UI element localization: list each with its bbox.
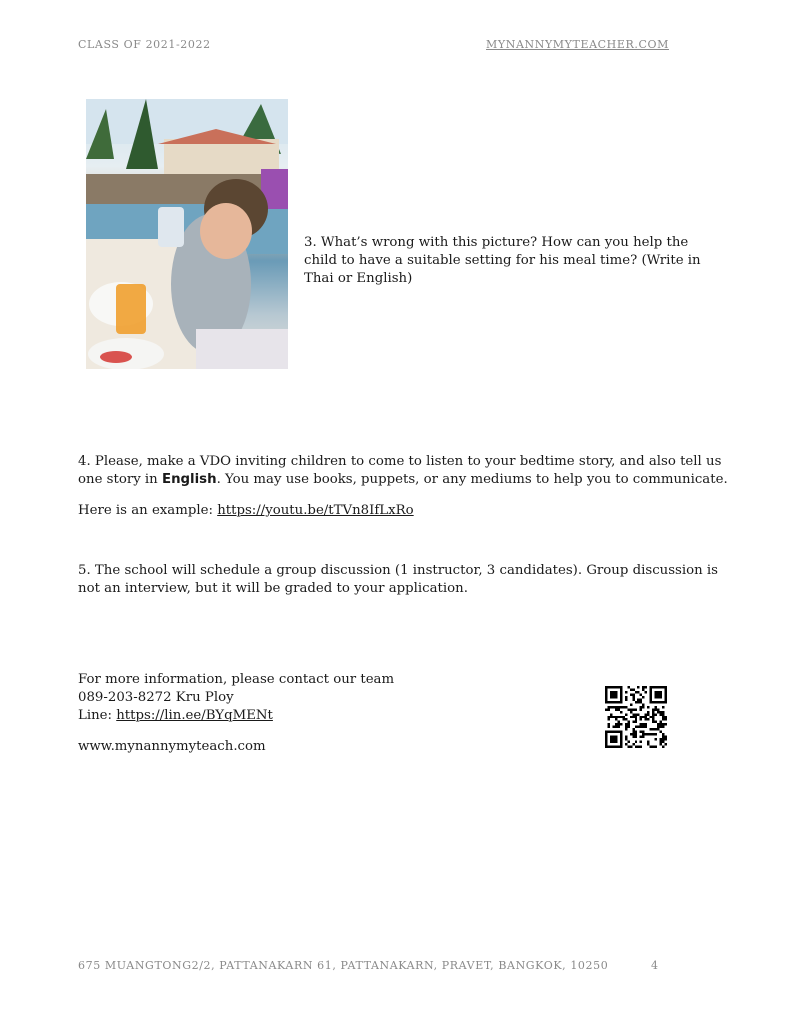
question-4-emphasis: English: [161, 472, 217, 487]
contact-line: [78, 707, 478, 725]
example-video-link[interactable]: https://youtu.be/tTVn8IfLxRo: [217, 503, 414, 518]
contact-website: www.mynannymyteach.com: [78, 739, 266, 754]
header-class-label: CLASS OF 2021-2022: [78, 38, 211, 51]
question-4-text-before: 4. Please, make a VDO inviting children to come to listen to your bedtime story, and also tell us one story in: [78, 454, 722, 487]
footer-address: 675 MUANGTONG2/2, PATTANAKARN 61, PATTANAKARN, PRAVET, BANGKOK, 10250: [78, 959, 609, 972]
line-link[interactable]: https://lin.ee/BYqMENt: [116, 708, 273, 723]
contact-intro: For more information, please contact our team: [78, 672, 395, 687]
line-label: Line:: [78, 708, 117, 723]
contact-phone: 089-203-8272 Kru Ploy: [78, 690, 234, 705]
example-label: Here is an example:: [78, 503, 218, 518]
question-4-text-after: . You may use books, puppets, or any mediums to help you to communicate.: [216, 472, 728, 487]
page-number: 4: [651, 959, 659, 972]
child-meal-photo: [86, 99, 288, 369]
header-website-link[interactable]: MYNANNYMYTEACHER.COM: [486, 38, 669, 51]
question-4: [78, 453, 728, 489]
question-4-example: [78, 502, 728, 520]
question-5: 5. The school will schedule a group discussion (1 instructor, 3 candidates). Group discussion is not an interview, but it will be graded to your application.: [78, 563, 718, 596]
qr-code: [605, 686, 667, 748]
contact-block: [78, 671, 478, 725]
question-3: 3. What’s wrong with this picture? How can you help the child to have a suitable setting for his meal time? (Write in Thai or English): [304, 235, 701, 286]
